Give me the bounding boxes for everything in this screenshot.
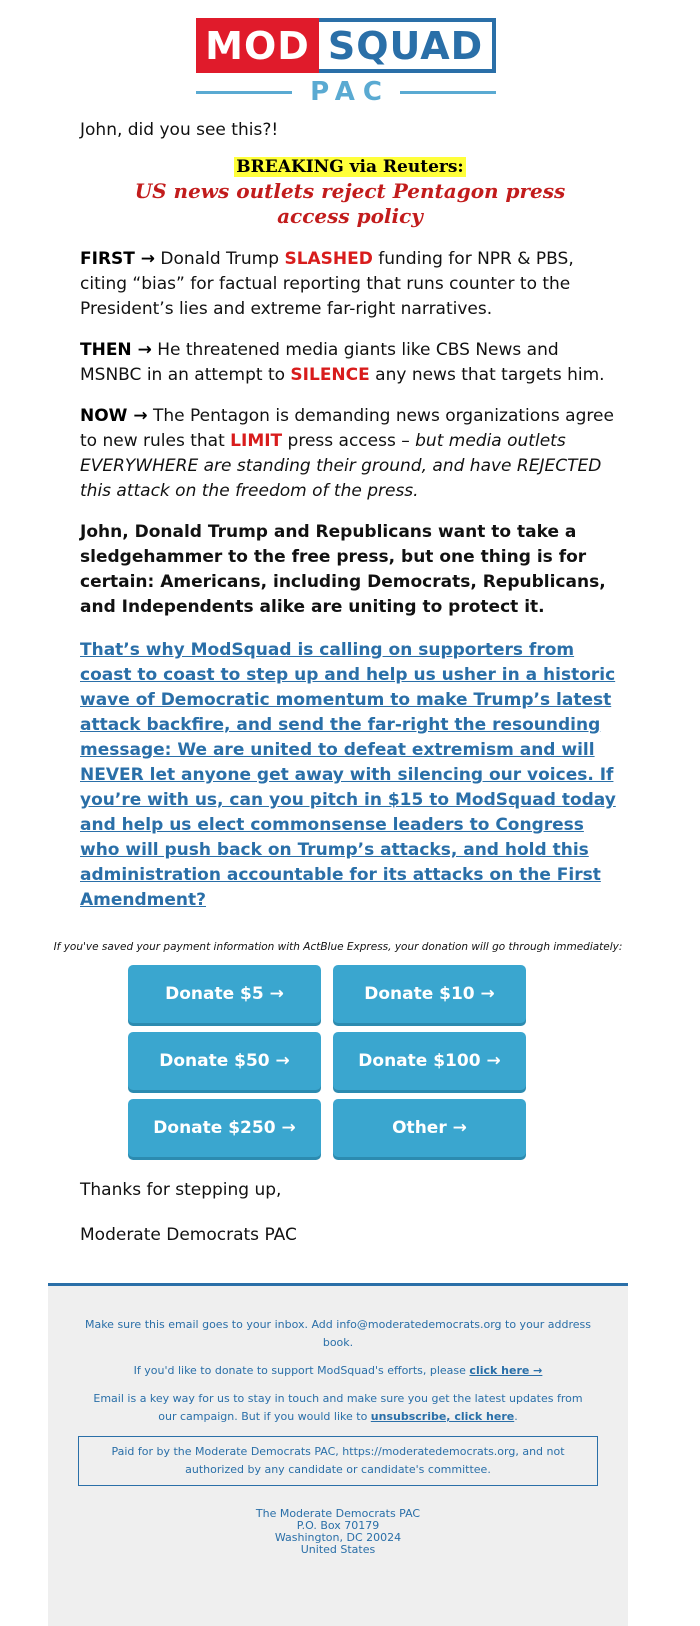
paragraph-first-lead: FIRST → (80, 249, 156, 269)
paragraph-first-before: Donald Trump (155, 249, 285, 269)
signoff-signature: Moderate Democrats PAC (80, 1225, 297, 1245)
donate-100-button[interactable]: Donate $100 → (333, 1032, 526, 1090)
paragraph-now-italic: but media outlets EVERYWHERE are standing their ground, and have REJECTED this attack on the freedom of the press. (80, 431, 602, 501)
paragraph-then-lead: THEN → (80, 340, 152, 360)
footer-unsubscribe-after: . (514, 1410, 518, 1423)
paragraph-now-lead: NOW → (80, 406, 148, 426)
paragraph-now-highlight: LIMIT (230, 431, 283, 451)
bold-paragraph: John, Donald Trump and Republicans want to take a sledgehammer to the free press, but one thing is for certain: Americans, including Democrats, Republicans, and Independents alike are uniting to protect it. (80, 522, 606, 617)
donate-cta-link[interactable]: That’s why ModSquad is calling on supporters from coast to coast to step up and help us usher in a historic wave of Democratic momentum to make Trump’s latest attack backfire, and send the far-right the resounding message: We are united to defeat extremism and will NEVER let anyone get away with silencing our voices. If you’re with us, can you pitch in $15 to ModSquad today and help us elect commonsense leaders to Congress who will push back on Trump’s attacks, and hold this administration accountable for its attacks on the First Amendment? (80, 640, 616, 910)
paragraph-now-before: The Pentagon is demanding news organizations agree to new rules that (80, 406, 614, 451)
paragraph-first-highlight: SLASHED (284, 249, 373, 269)
address-line: Washington, DC 20024 (274, 1531, 402, 1544)
signoff (80, 1178, 297, 1268)
donate-10-button[interactable]: Donate $10 → (333, 965, 526, 1023)
address-line: United States (300, 1543, 376, 1556)
paid-for-disclaimer: Paid for by the Moderate Democrats PAC, https://moderatedemocrats.org, and not authorized by any candidate or candidate's committee. (78, 1436, 598, 1486)
mailing-address (84, 1508, 592, 1556)
email-body (80, 118, 620, 935)
footer-donate-note-text: If you'd like to donate to support ModSquad's efforts, please (133, 1364, 470, 1377)
logo-divider-right (400, 91, 496, 94)
paragraph-then-highlight: SILENCE (290, 365, 370, 385)
paragraph-first (80, 247, 620, 322)
breaking-news-block (80, 157, 620, 229)
footer-donate-note (84, 1362, 592, 1380)
logo-divider-left (196, 91, 292, 94)
logo-mod-text: MOD (196, 18, 319, 73)
paragraph-first-after: funding for NPR & PBS, citing “bias” for factual reporting that runs counter to the President’s lies and extreme far-right narratives. (80, 249, 574, 319)
donate-other-button[interactable]: Other → (333, 1099, 526, 1157)
footer-inbox-note: Make sure this email goes to your inbox. Add info@moderatedemocrats.org to your address book. (84, 1318, 592, 1349)
address-line: The Moderate Democrats PAC (255, 1507, 421, 1520)
donate-5-button[interactable]: Donate $5 → (128, 965, 321, 1023)
paragraph-now-after: press access – (282, 431, 416, 451)
paragraph-now (80, 404, 620, 504)
footer-donate-link[interactable]: click here → (469, 1364, 543, 1377)
modsquad-pac-logo (196, 18, 496, 108)
email-footer (48, 1283, 628, 1626)
footer-unsubscribe-link[interactable]: unsubscribe, click here (370, 1410, 515, 1423)
breaking-headline: US news outlets reject Pentagon press access policy (134, 179, 566, 228)
footer-unsubscribe-text: Email is a key way for us to stay in touch and make sure you get the latest updates from our campaign. But if you would like to (93, 1392, 583, 1423)
paragraph-then (80, 338, 620, 388)
greeting: John, did you see this?! (80, 120, 279, 140)
paragraph-then-after: any news that targets him. (369, 365, 605, 385)
actblue-express-notice: If you've saved your payment information with ActBlue Express, your donation will go through immediately: (53, 941, 623, 953)
donate-50-button[interactable]: Donate $50 → (128, 1032, 321, 1090)
donate-button-grid (128, 965, 526, 1157)
address-line: P.O. Box 70179 (296, 1519, 380, 1532)
footer-unsubscribe-note (84, 1390, 592, 1426)
paragraph-then-before: He threatened media giants like CBS News and MSNBC in an attempt to (80, 340, 559, 385)
logo-squad-text: SQUAD (319, 18, 496, 73)
signoff-thanks: Thanks for stepping up, (80, 1180, 282, 1200)
logo-pac-text: PAC (310, 77, 390, 107)
breaking-tag: BREAKING via Reuters: (236, 157, 464, 177)
donate-250-button[interactable]: Donate $250 → (128, 1099, 321, 1157)
